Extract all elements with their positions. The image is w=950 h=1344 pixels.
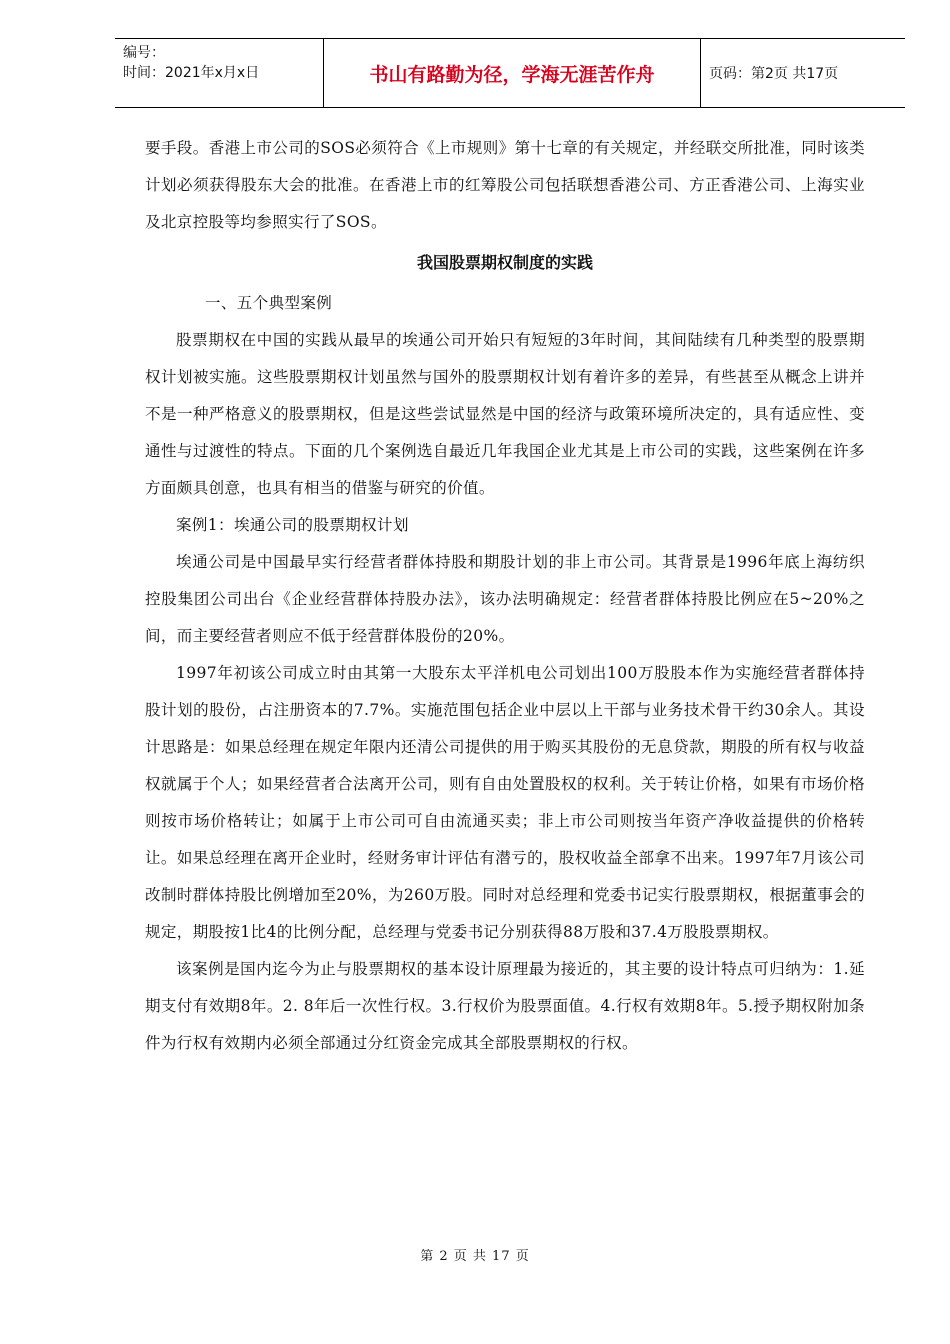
page-footer: 第 2 页 共 17 页 [420, 1249, 530, 1264]
document-body [145, 130, 865, 1062]
paragraph: 埃通公司是中国最早实行经营者群体持股和期股计划的非上市公司。其背景是1996年底上海纺织控股集团公司出台《企业经营群体持股办法》，该办法明确规定：经营者群体持股比例应在5~20%之间，而主要经营者则应不低于经营群体股份的20%。 [145, 553, 865, 645]
header-meta [115, 39, 324, 107]
paragraph: 该案例是国内迄今为止与股票期权的基本设计原理最为接近的，其主要的设计特点可归纳为：1.延期支付有效期8年。2. 8年后一次性行权。3.行权价为股票面值。4.行权有效期8年。5.授予期权附加条件为行权有效期内必须全部通过分红资金完成其全部股票期权的行权。 [145, 960, 865, 1052]
paragraph: 股票期权在中国的实践从最早的埃通公司开始只有短短的3年时间，其间陆续有几种类型的股票期权计划被实施。这些股票期权计划虽然与国外的股票期权计划有着许多的差异，有些甚至从概念上讲并不是一种严格意义的股票期权，但是这些尝试显然是中国的经济与政策环境所决定的，具有适应性、变通性与过渡性的特点。下面的几个案例选自最近几年我国企业尤其是上市公司的实践，这些案例在许多方面颇具创意，也具有相当的借鉴与研究的价值。 [145, 331, 865, 497]
serial-label: 编号： [123, 45, 165, 61]
page-header [115, 38, 905, 108]
section-title: 我国股票期权制度的实践 [416, 253, 593, 272]
subsection-heading: 一、五个典型案例 [205, 294, 333, 312]
paragraph: 1997年初该公司成立时由其第一大股东太平洋机电公司划出100万股股本作为实施经营者群体持股计划的股份，占注册资本的7.7%。实施范围包括企业中层以上干部与业务技术骨干约30余人。其设计思路是：如果总经理在规定年限内还清公司提供的用于购买其股份的无息贷款，期股的所有权与收益权就属于个人；如果经营者合法离开公司，则有自由处置股权的权利。关于转让价格，如果有市场价格则按市场价格转让；如属于上市公司可自由流通买卖；非上市公司则按当年资产净收益提供的价格转让。如果总经理在离开企业时，经财务审计评估有潜亏的，股权收益全部拿不出来。1997年7月该公司改制时群体持股比例增加至20%，为260万股。同时对总经理和党委书记实行股票期权，根据董事会的规定，期股按1比4的比例分配，总经理与党委书记分别获得88万股和37.4万股股票期权。 [145, 664, 865, 941]
paragraph-intro: 要手段。香港上市公司的SOS必须符合《上市规则》第十七章的有关规定，并经联交所批准，同时该类计划必须获得股东大会的批准。在香港上市的红筹股公司包括联想香港公司、方正香港公司、上海实业及北京控股等均参照实行了SOS。 [145, 139, 865, 231]
header-page-label: 页码：第2页 共17页 [709, 66, 839, 82]
time-label: 时间：2021年x月x日 [123, 65, 260, 81]
case-title: 案例1：埃通公司的股票期权计划 [176, 516, 409, 534]
header-motto: 书山有路勤为径，学海无涯苦作舟 [324, 39, 701, 107]
